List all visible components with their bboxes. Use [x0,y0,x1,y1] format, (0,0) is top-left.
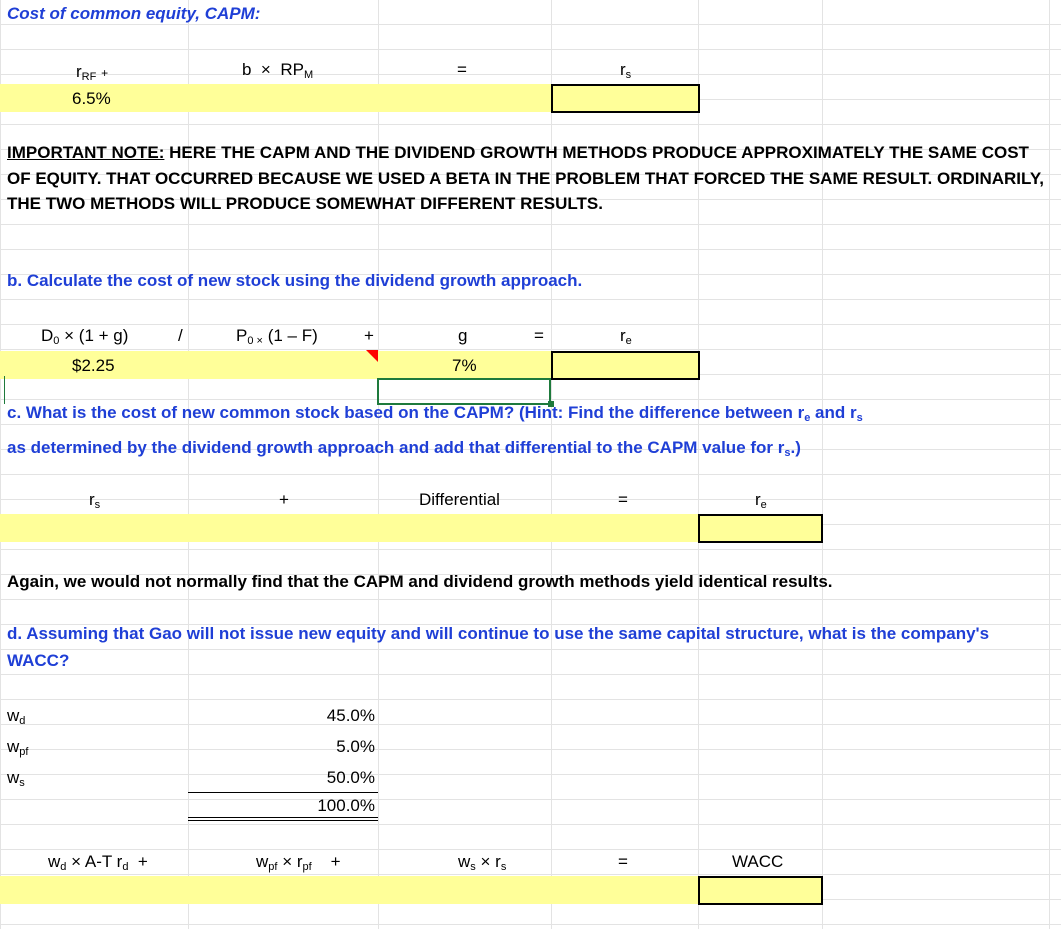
re-capm-result-cell[interactable] [698,514,823,543]
section-title: Cost of common equity, CAPM: [7,4,261,23]
equals-sign: = [534,326,544,345]
equals-sign: = [618,852,628,871]
rs-label: $r_s$ [620,60,632,81]
wd-label: $w_d$ [7,706,26,727]
d-value[interactable]: $2.25 [72,356,115,375]
wd-value[interactable]: 45.0% [326,706,375,725]
part-b-question: b. Calculate the cost of new stock using the dividend growth approach. [7,271,583,290]
plus-sign: + [279,490,289,509]
ws-label: $w_s$ [7,768,25,789]
wacc-result-cell[interactable] [698,876,823,905]
d0-label: $D_0 \times (1 + g)$ [41,326,129,347]
wpf-value[interactable]: 5.0% [336,737,375,756]
important-note: IMPORTANT NOTE: HERE THE CAPM AND THE DIVIDEND GROWTH METHODS PRODUCE APPROXIMATELY THE SAME COST OF EQUITY. THAT OCCURRED BECAUSE WE USED A BETA IN THE PROBLEM THAT FORCED THE SAME RESULT. ORDINARILY, THE TWO METHODS WILL PRODUCE SOMEWHAT DIFFERENT RESULTS. [7,143,1045,213]
ws-value[interactable]: 50.0% [326,768,375,787]
rs-result-cell[interactable] [551,84,700,113]
comment-indicator-icon[interactable] [366,350,378,362]
input-band [0,514,698,542]
divide-sign: / [178,326,183,345]
rf-value[interactable]: 6.5% [72,89,111,108]
g-label: g [458,326,468,345]
plus-sign: + [364,326,374,345]
input-band [0,876,698,904]
equals-sign: = [457,60,467,79]
re-result-cell[interactable] [551,351,700,380]
sum-line [188,792,378,793]
beta-times-rpm-label: $b \times RP_M$ [242,60,314,81]
wd-term-label: $w_d \times A-T$ $r_d$ + [48,852,148,873]
differential-label: Differential [419,490,500,509]
p0-label: $P_{0 \times}$ (1 – F) [236,326,318,347]
total-double-line [188,817,378,821]
again-note: Again, we would not normally find that the CAPM and dividend growth methods yield identical results. [7,572,833,591]
g-value[interactable]: 7% [452,356,477,375]
part-d-question: d. Assuming that Gao will not issue new equity and will continue to use the same capital structure, what is the company's WACC? [7,624,990,670]
equals-sign: = [618,490,628,509]
wpf-label: $w_{pf}$ [7,737,29,758]
row-marker [4,376,5,404]
re-label: $r_e$ [755,490,767,511]
wpf-term-label: $w_{pf} \times r_{pf}$ + [256,852,341,873]
part-c-question: c. What is the cost of new common stock based on the CAPM? (Hint: Find the difference between $r_e$ and $r_s$ as determined by the dividend growth approach and add that differential to the CAPM value for $r_s$.) [7,403,863,459]
rf-label: $r_{RF}$ + [76,62,109,83]
rs-label: $r_s$ [89,490,101,511]
wacc-label: WACC [732,852,784,871]
ws-term-label: $w_s \times r_s$ [458,852,507,873]
weights-total[interactable]: 100.0% [317,796,375,815]
re-label: $r_e$ [620,326,632,347]
